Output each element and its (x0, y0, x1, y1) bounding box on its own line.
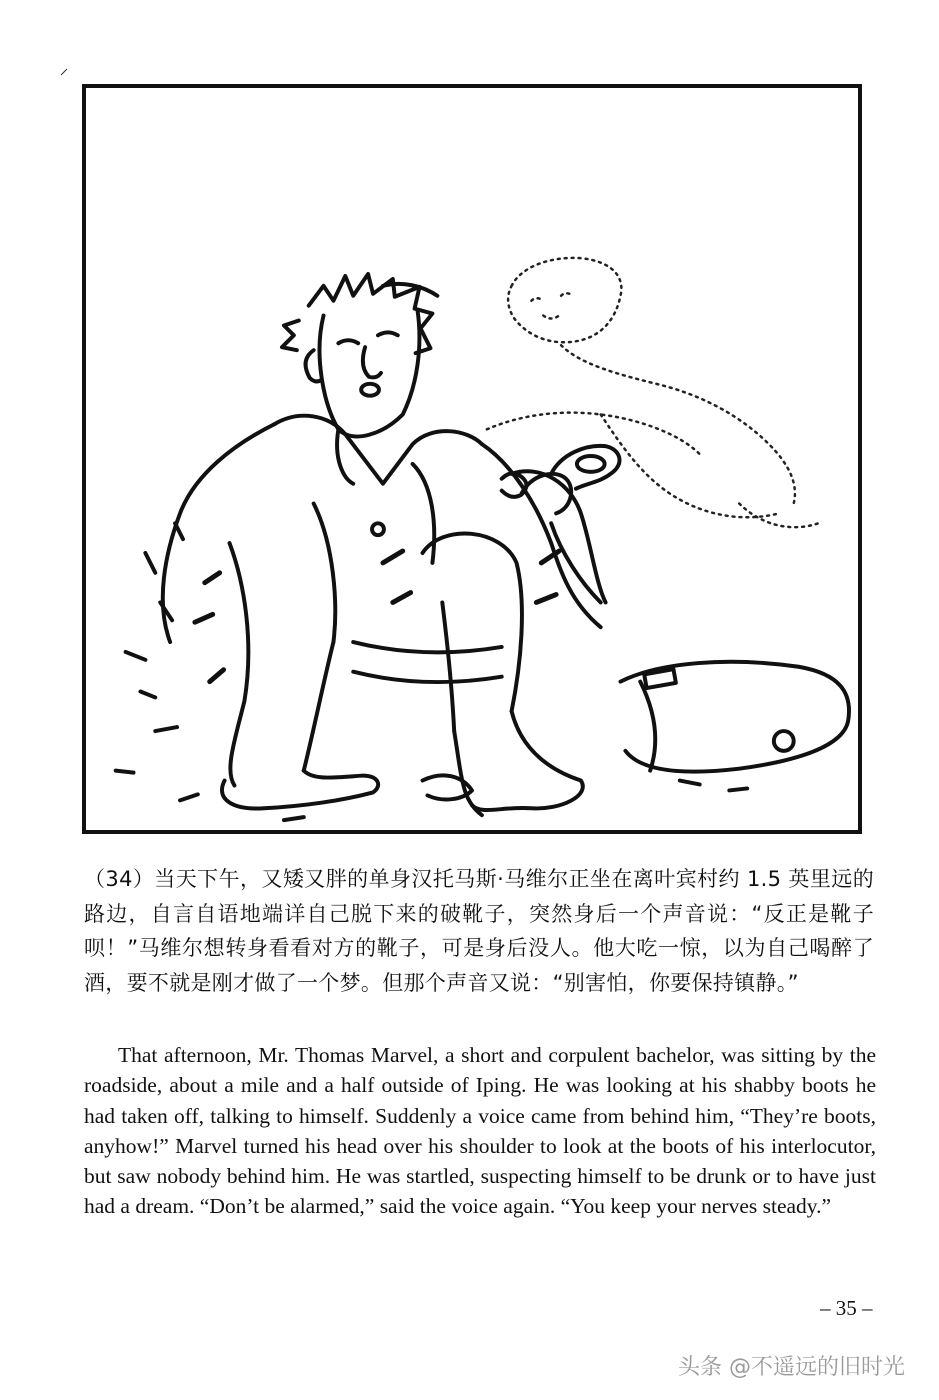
illustration-frame (82, 84, 862, 834)
margin-mark (60, 68, 68, 76)
right-foot (472, 711, 583, 810)
left-leg (230, 543, 249, 785)
caption-chinese: （34）当天下午，又矮又胖的单身汉托马斯·马维尔正坐在离叶宾村约 1.5 英里远的路边，自言自语地端详自己脱下来的破靴子，突然身后一个声音说：“反正是靴子呗！”马维尔想转身看看对方的靴子，可是身后没人。他大吃一惊，以为自己喝醉了酒，要不就是刚才做了一个梦。但那个声音又说：“别害怕，你要保持镇静。” (84, 867, 874, 995)
right-leg (423, 533, 522, 711)
caption-english: That afternoon, Mr. Thomas Marvel, a short and corpulent bachelor, was sitting by the roadside, about a mile and a half outside of Iping. He was looking at his shabby boots he had taken off, talking to himself. Suddenly a voice came from behind him, “They’re boots, anyhow!” Marvel turned his head over his shoulder to look at the boots of his interlocutor, but saw nobody behind him. He was startled, suspecting himself to be drunk or to have just had a dream. “Don’t be alarmed,” said the voice again. “You keep your nerves steady.” (84, 1043, 876, 1219)
left-foot (222, 771, 378, 809)
head (320, 311, 420, 437)
watermark: 头条 @不遥远的旧时光 (678, 1355, 905, 1380)
page-number: – 35 – (820, 1296, 873, 1320)
illustration-drawing (86, 88, 858, 830)
invisible-man-head (508, 258, 621, 342)
